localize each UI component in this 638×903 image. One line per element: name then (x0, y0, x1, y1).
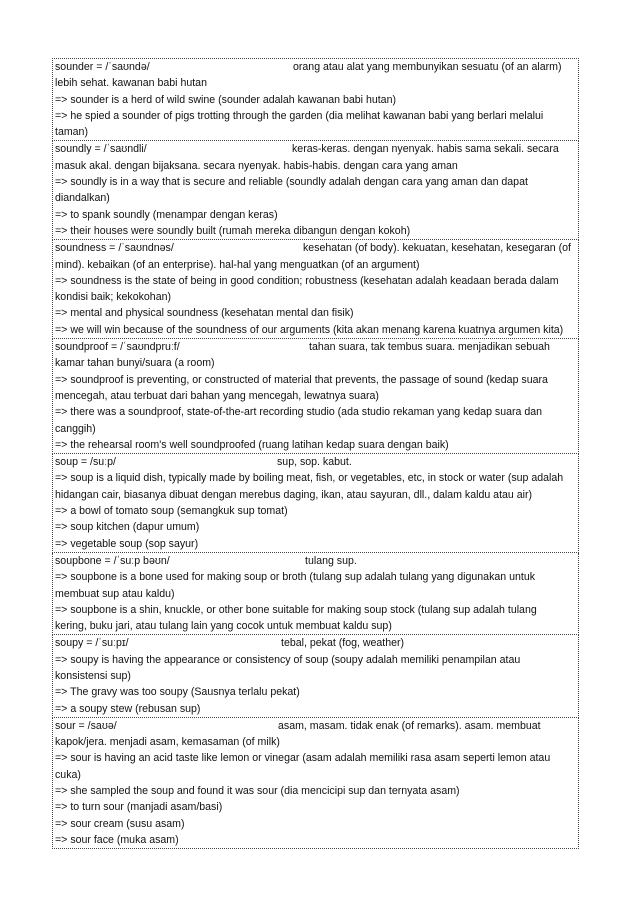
entry-line: => sour cream (susu asam) (55, 817, 185, 830)
entry-line: => sour is having an acid taste like lemon or vinegar (asam adalah memiliki rasa asam seperti lemon atau (55, 752, 551, 765)
meaning-first-line: tahan suara, tak tembus suara. menjadikan sebuah (309, 341, 550, 354)
meaning-first-line: tulang sup. (305, 554, 357, 567)
meaning-first-line: keras-keras. dengan nyenyak. habis sama sekali. secara (292, 143, 559, 156)
entry-soundproof (52, 339, 579, 454)
meaning-first-line: sup, sop. kabut. (277, 456, 352, 469)
entry-line: => he spied a sounder of pigs trotting through the garden (dia melihat kawanan babi yang berlari melalui (55, 109, 544, 122)
entry-soundly (52, 141, 579, 240)
entry-sounder (52, 58, 579, 141)
headword: sour = /saʊə/ (55, 719, 117, 732)
entry-line: mencegah, atau terbuat dari bahan yang mencegah, lewatnya suara) (55, 389, 379, 402)
entry-line: hidangan cair, biasanya dibuat dengan merebus daging, ikan, atau sayuran, dll., dalam kaldu atau air) (55, 488, 533, 501)
meaning-first-line: tebal, pekat (fog, weather) (281, 637, 405, 650)
entry-line: => sounder is a herd of wild swine (sounder adalah kawanan babi hutan) (55, 93, 396, 106)
entry-line: masuk akal. dengan bijaksana. secara nyenyak. habis-habis. dengan cara yang aman (55, 159, 458, 172)
meaning-first-line: kesehatan (of body). kekuatan, kesehatan, kesegaran (of (303, 242, 571, 255)
headword: soup = /suːp/ (55, 456, 116, 469)
entry-line: => to turn sour (manjadi asam/basi) (55, 801, 223, 814)
entry-line: => The gravy was too soupy (Sausnya terlalu pekat) (55, 686, 300, 699)
entry-soundness (52, 240, 579, 339)
headword: soundness = /ˈsaʊndnəs/ (55, 242, 174, 255)
entry-line: canggih) (55, 422, 96, 435)
entry-line: kamar tahan bunyi/suara (a room) (55, 357, 215, 370)
meaning-first-line: asam, masam. tidak enak (of remarks). asam. membuat (278, 719, 541, 732)
headword: sounder = /ˈsaʊndə/ (55, 61, 150, 73)
entry-line: => to spank soundly (menampar dengan keras) (55, 208, 278, 221)
entry-line: => she sampled the soup and found it was sour (dia mencicipi sup dan ternyata asam) (55, 785, 460, 798)
headword: soupbone = /ˈsuːp bəʊn/ (55, 554, 170, 567)
entry-line: => sour face (muka asam) (55, 833, 179, 846)
entry-line: => soup kitchen (dapur umum) (55, 521, 200, 534)
entry-line: => there was a soundproof, state-of-the-art recording studio (ada studio rekaman yang kedap suara dan (55, 406, 543, 419)
entry-line: => soundness is the state of being in good condition; robustness (kesehatan adalah keadaan berada dalam (55, 274, 559, 287)
headword: soundly = /ˈsaʊndli/ (55, 143, 147, 156)
entry-head (55, 718, 576, 734)
entry-line: mind). kebaikan (of an enterprise). hal-hal yang menguatkan (of an argument) (55, 258, 420, 271)
entry-head (55, 339, 576, 355)
entry-head (55, 635, 576, 651)
entry-head (55, 454, 576, 470)
entry-line: => soup is a liquid dish, typically made by boiling meat, fish, or vegetables, etc, in stock or water (sup adalah (55, 472, 564, 485)
entry-soupy (52, 635, 579, 717)
dictionary-page (52, 58, 579, 849)
entry-line: => soupbone is a bone used for making soup or broth (tulang sup adalah tulang yang digunakan untuk (55, 571, 536, 584)
entry-line: => their houses were soundly built (rumah mereka dibangun dengan kokoh) (55, 224, 411, 237)
entry-line: kering, buku jari, atau tulang lain yang cocok untuk membuat kaldu sup) (55, 620, 392, 633)
entry-line: => we will win because of the soundness of our arguments (kita akan menang karena kuatnya argumen kita) (55, 323, 564, 336)
entry-line: => a soupy stew (rebusan sup) (55, 702, 201, 715)
entry-line: => soupy is having the appearance or consistency of soup (soupy adalah memiliki penampilan atau (55, 653, 521, 666)
entry-line: cuka) (55, 768, 81, 781)
entry-head (55, 59, 576, 75)
entry-head (55, 553, 576, 569)
entry-soupbone (52, 553, 579, 635)
entry-line: => vegetable soup (sop sayur) (55, 537, 199, 550)
entry-head (55, 141, 576, 157)
entry-line: membuat sup atau kaldu) (55, 587, 175, 600)
entry-line: => soundproof is preventing, or constructed of material that prevents, the passage of sound (kedap suara (55, 373, 548, 386)
entry-line: => a bowl of tomato soup (semangkuk sup tomat) (55, 505, 288, 518)
entry-head (55, 240, 576, 256)
entry-line: => the rehearsal room's well soundproofed (ruang latihan kedap suara dengan baik) (55, 438, 449, 451)
entry-sour (52, 718, 579, 849)
headword: soupy = /ˈsuːpɪ/ (55, 637, 129, 650)
entry-line: => soupbone is a shin, knuckle, or other bone suitable for making soup stock (tulang sup adalah tulang (55, 603, 537, 616)
entry-line: => mental and physical soundness (kesehatan mental dan fisik) (55, 307, 354, 320)
entry-soup (52, 454, 579, 553)
headword: soundproof = /ˈsaʊndpruːf/ (55, 341, 180, 354)
entry-line: konsistensi sup) (55, 669, 131, 682)
entry-line: diandalkan) (55, 192, 110, 205)
entry-line: kondisi baik; kekokohan) (55, 291, 172, 304)
entry-line: kapok/jera. menjadi asam, kemasaman (of milk) (55, 736, 280, 749)
entry-line: lebih sehat. kawanan babi hutan (55, 77, 207, 90)
meaning-first-line: orang atau alat yang membunyikan sesuatu (of an alarm) (293, 61, 562, 73)
entry-line: => soundly is in a way that is secure and reliable (soundly adalah dengan cara yang aman dan dapat (55, 176, 528, 189)
entry-line: taman) (55, 126, 88, 139)
